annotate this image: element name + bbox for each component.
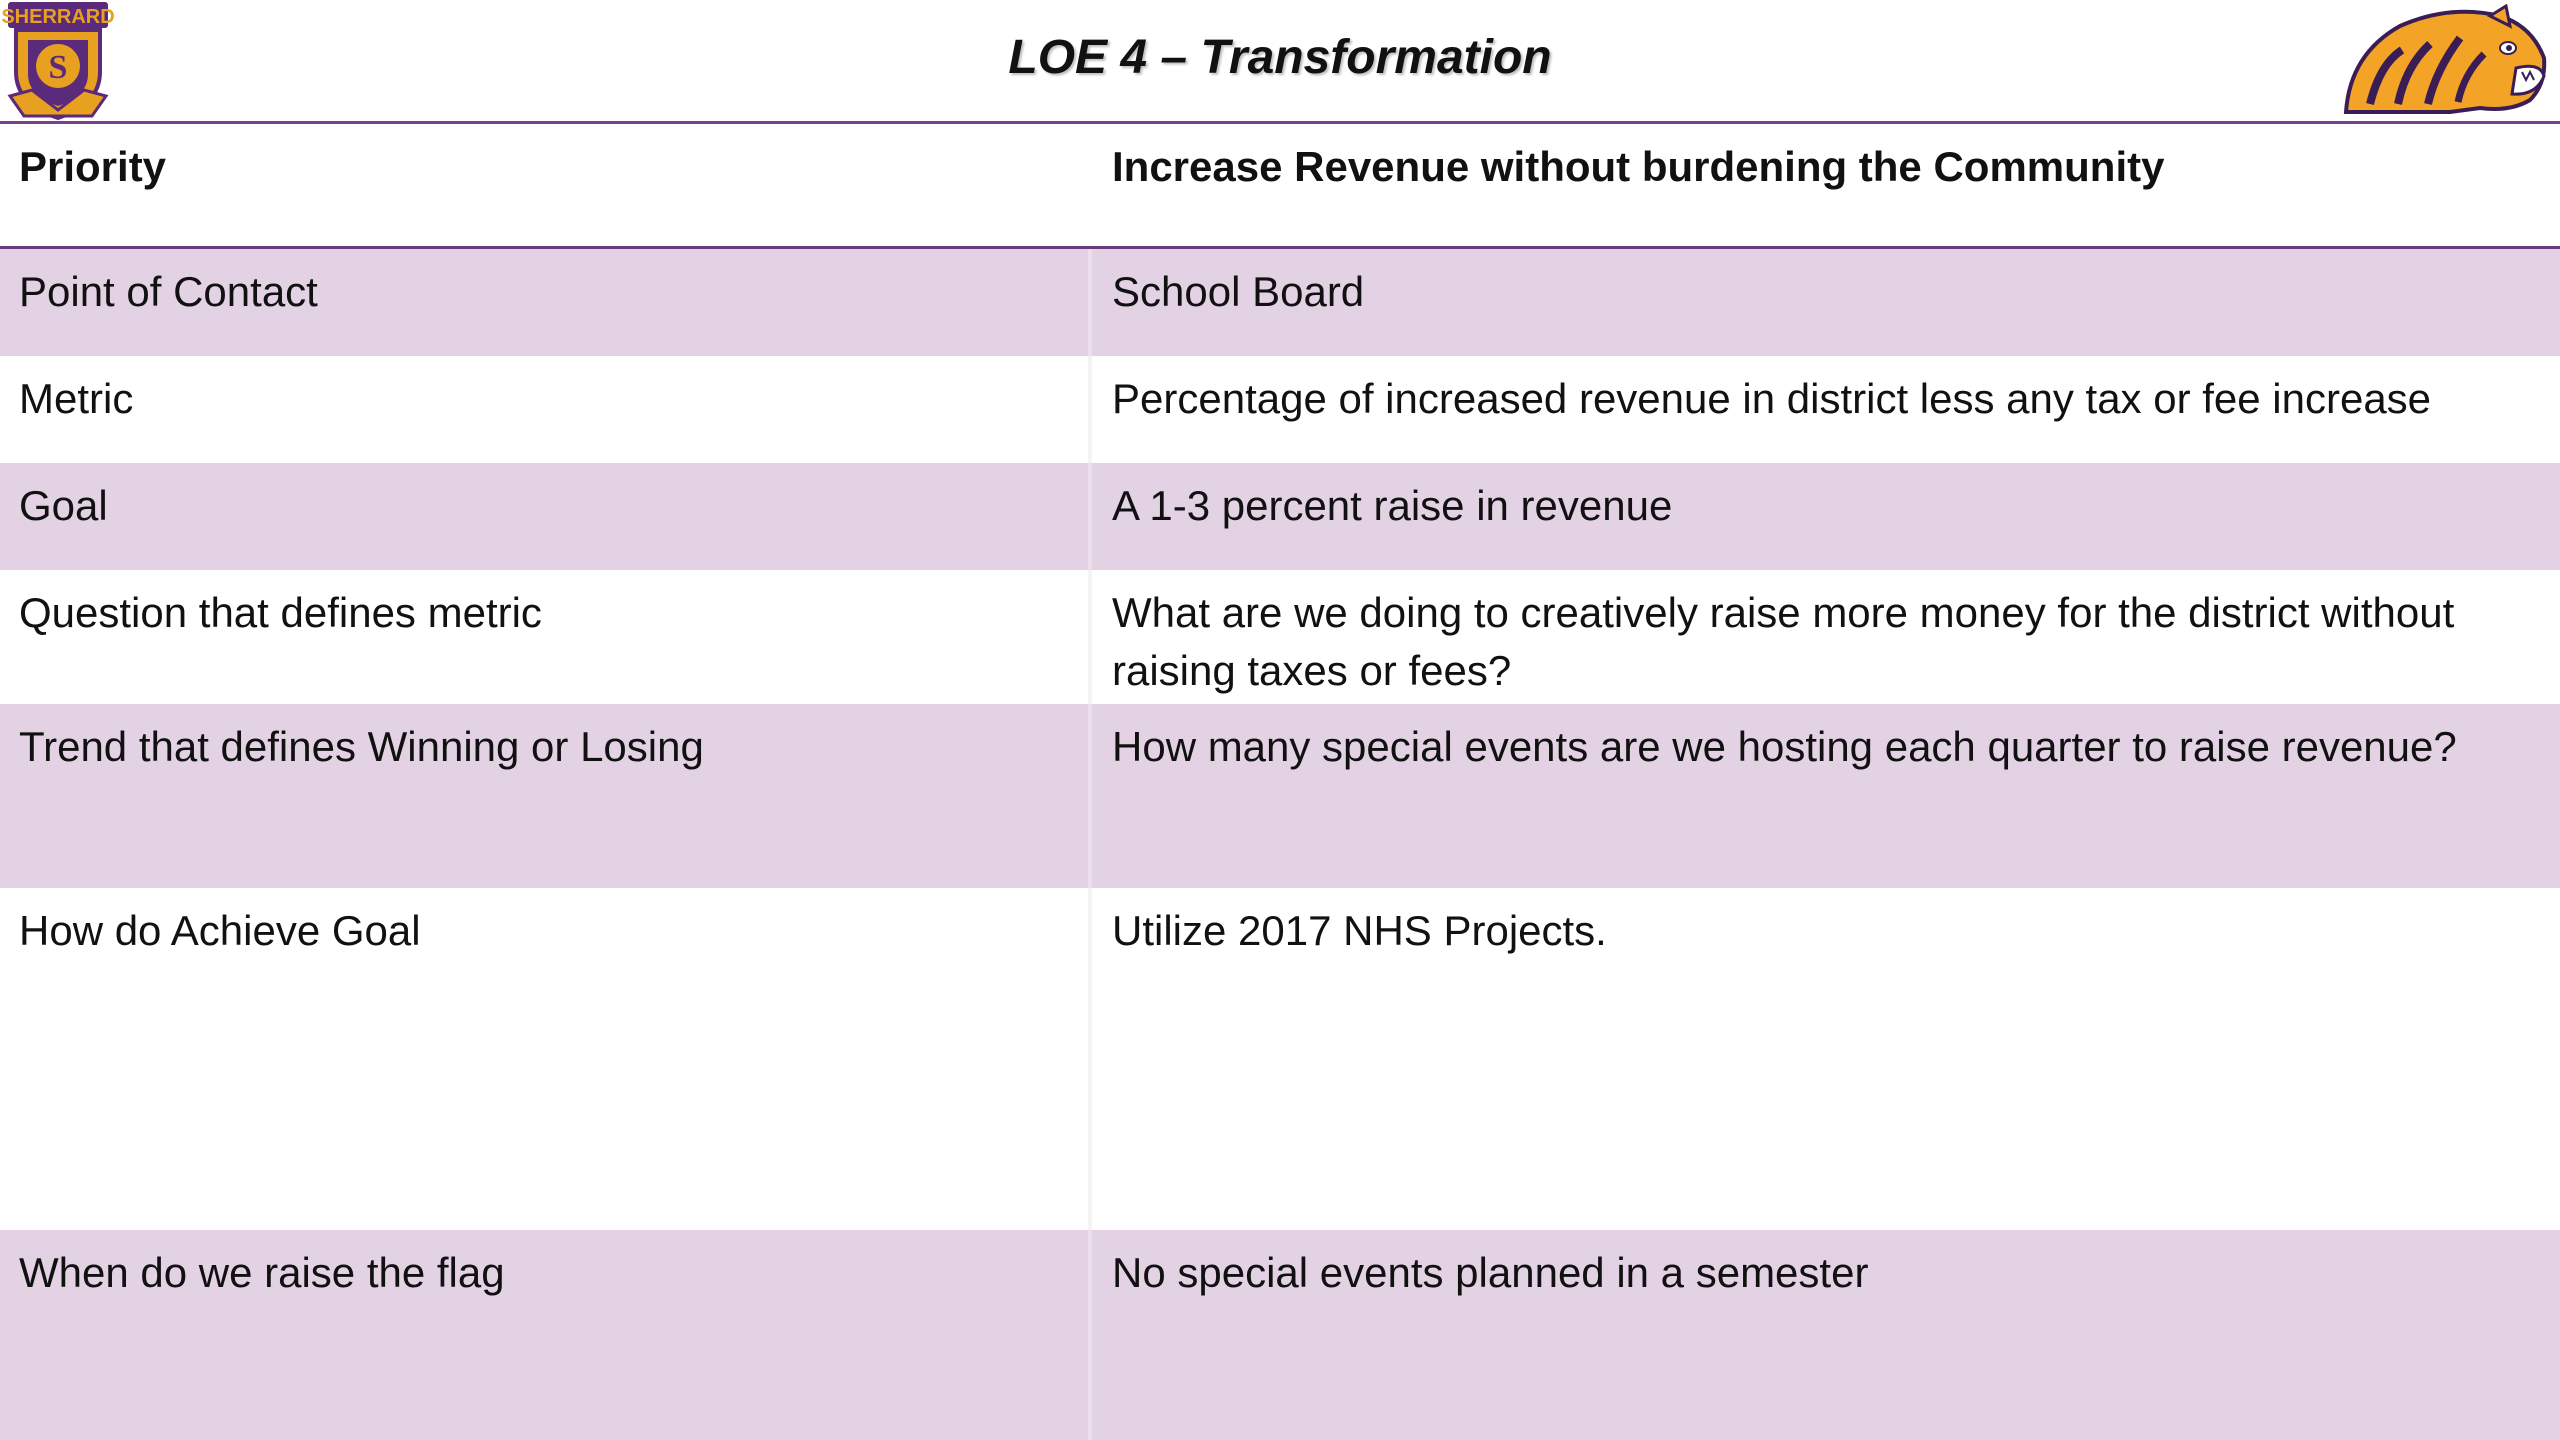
table-row <box>0 1230 2560 1440</box>
loe-table <box>0 124 2560 1440</box>
table-row <box>0 463 2560 570</box>
row-value: Percentage of increased revenue in district less any tax or fee increase <box>1112 375 2432 422</box>
row-label: Point of Contact <box>19 268 318 315</box>
header-value: Increase Revenue without burdening the Community <box>1112 143 2165 190</box>
table-row <box>0 570 2560 704</box>
row-label: How do Achieve Goal <box>19 907 421 954</box>
header-label: Priority <box>19 143 167 190</box>
table-row <box>0 249 2560 356</box>
row-label: Question that defines metric <box>19 589 542 636</box>
row-value: How many special events are we hosting each quarter to raise revenue? <box>1112 723 2457 770</box>
row-value: No special events planned in a semester <box>1112 1249 1869 1296</box>
row-value: A 1-3 percent raise in revenue <box>1112 482 1673 529</box>
table-row <box>0 356 2560 463</box>
row-value: School Board <box>1112 268 1365 315</box>
row-label: When do we raise the flag <box>19 1249 505 1296</box>
slide-header <box>0 0 2560 124</box>
row-value: What are we doing to creatively raise more money for the district without raising taxes or fees? <box>1112 589 2455 694</box>
crest-banner-text: SHERRARD <box>2 6 114 28</box>
table-row <box>0 704 2560 888</box>
row-label: Goal <box>19 482 108 529</box>
crest-letter: S <box>48 49 68 86</box>
table-header-row <box>0 124 2560 249</box>
row-label: Metric <box>19 375 134 422</box>
tiger-mascot-icon <box>2340 4 2550 116</box>
page-title: LOE 4 – Transformation <box>1008 31 1552 84</box>
table-row <box>0 888 2560 1230</box>
row-label: Trend that defines Winning or Losing <box>19 723 704 770</box>
row-value: Utilize 2017 NHS Projects. <box>1112 907 1607 954</box>
